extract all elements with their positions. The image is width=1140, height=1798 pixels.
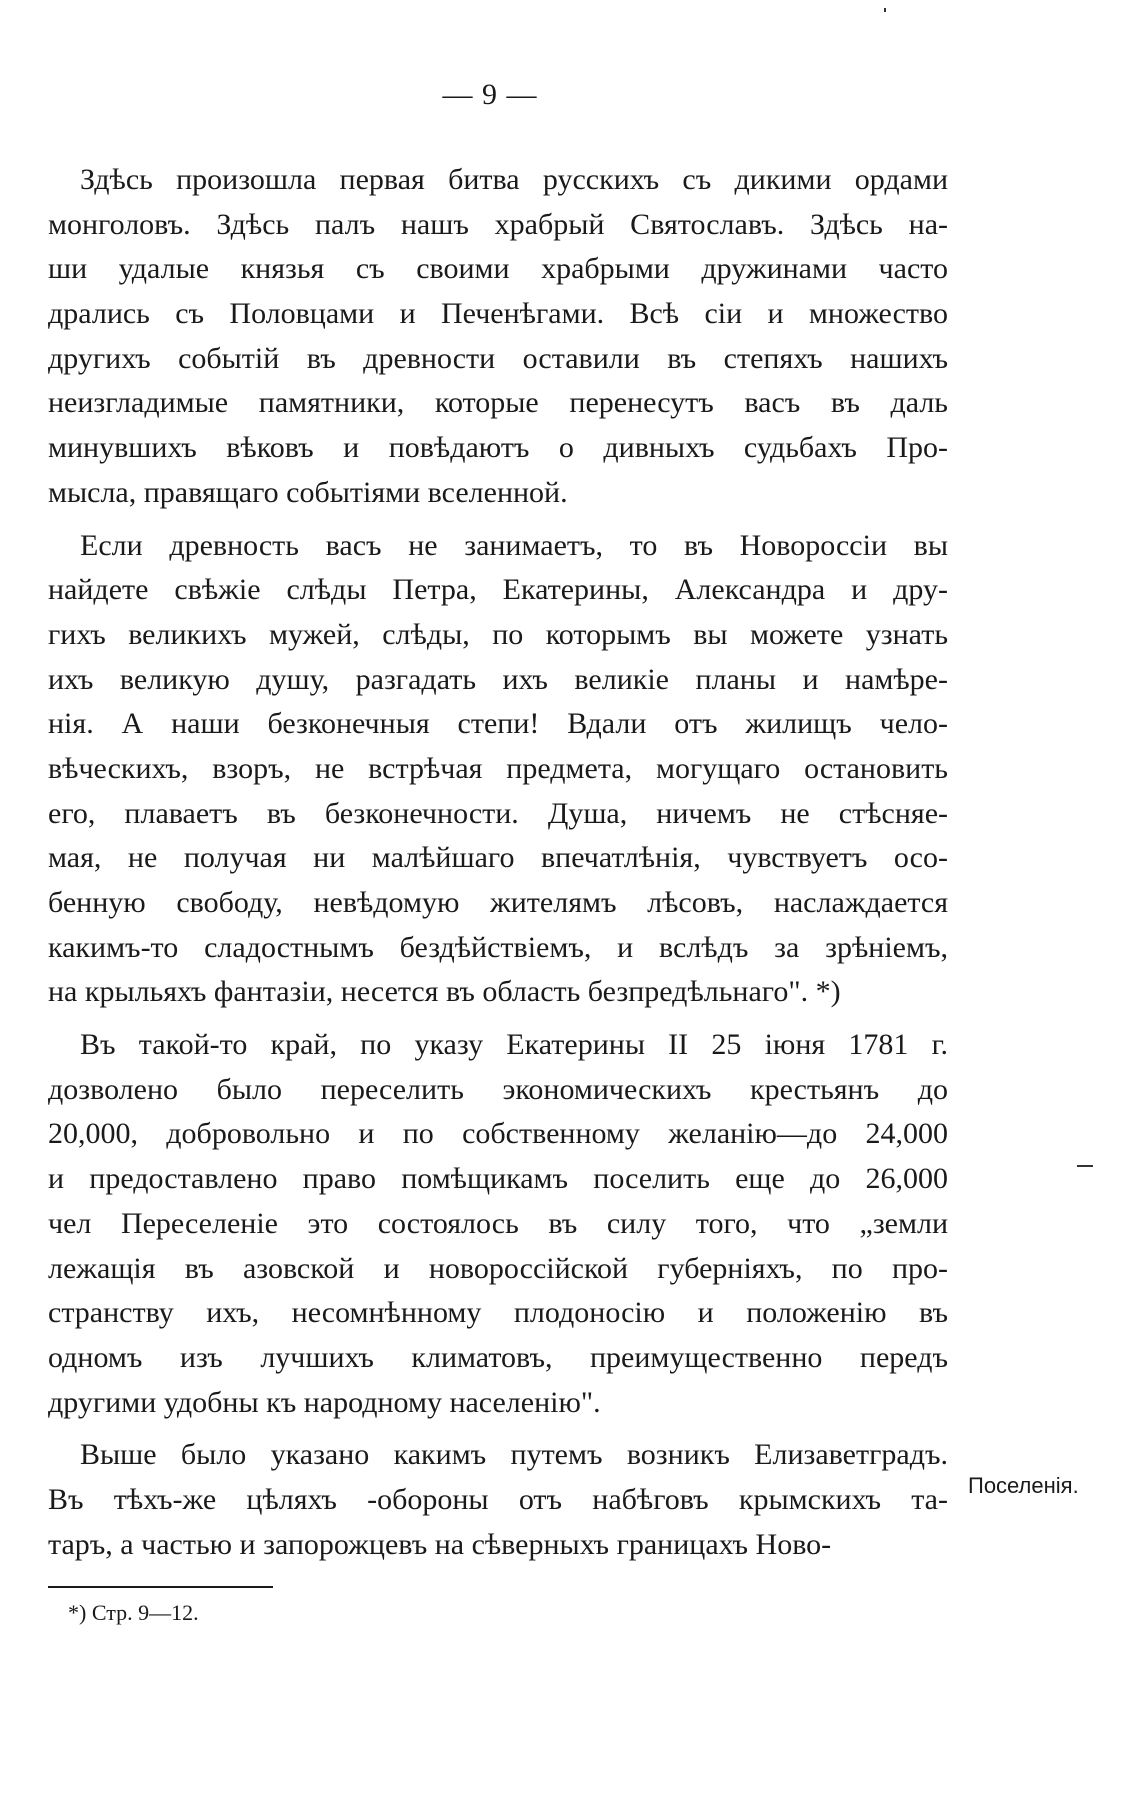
text-line: нія. А наши безконечныя степи! Вдали отъ жилищъ чело- xyxy=(48,707,948,741)
text-line: минувшихъ вѣковъ и повѣдаютъ о дивныхъ судьбахъ Про- xyxy=(48,431,948,465)
text-line: на крыльяхъ фантазіи, несется въ область безпредѣльнаго". *) xyxy=(48,975,841,1009)
text-line: монголовъ. Здѣсь палъ нашъ храбрый Святославъ. Здѣсь на- xyxy=(48,207,948,241)
text-line: какимъ-то сладостнымъ бездѣйствіемъ, и вслѣдъ за зрѣніемъ, xyxy=(48,930,948,964)
text-line: неизгладимые памятники, которые перенесутъ васъ въ даль xyxy=(48,386,948,420)
paragraph-gap xyxy=(48,516,948,524)
body-text xyxy=(48,158,948,1567)
text-line: лежащія въ азовской и новороссійской губерніяхъ, по про- xyxy=(48,1251,948,1285)
text-line: Въ такой-то край, по указу Екатерины II 25 іюня 1781 г. xyxy=(80,1028,948,1062)
text-line: Если древность васъ не занимаетъ, то въ Новороссіи вы xyxy=(80,528,948,562)
text-line: 20,000, добровольно и по собственному желанію—до 24,000 xyxy=(48,1117,948,1151)
text-line: другихъ событій въ древности оставили въ степяхъ нашихъ xyxy=(48,341,948,375)
text-line: Здѣсь произошла первая битва русскихъ съ дикими ордами xyxy=(80,163,948,196)
scan-speck xyxy=(1077,1165,1093,1167)
text-line: ихъ великую душу, разгадать ихъ великіе планы и намѣре- xyxy=(48,662,948,696)
text-line: вѣческихъ, взоръ, не встрѣчая предмета, могущаго остановить xyxy=(48,751,948,785)
text-line: Выше было указано какимъ путемъ возникъ Елизаветградъ. xyxy=(80,1438,948,1472)
text-line: мая, не получая ни малѣйшаго впечатлѣнія, чувствуетъ осо- xyxy=(48,841,948,875)
text-line: ши удалые князья съ своими храбрыми дружинами часто xyxy=(48,252,948,286)
text-line: найдете свѣжіе слѣды Петра, Екатерины, Александра и дру- xyxy=(48,573,948,607)
footnote: *) Стр. 9—12. xyxy=(68,1600,199,1625)
text-line: Въ тѣхъ-же цѣляхъ -обороны отъ набѣговъ крымскихъ та- xyxy=(48,1482,948,1516)
page-number: — 9 — xyxy=(442,78,538,111)
paragraph-gap xyxy=(48,1015,948,1023)
margin-note: Поселенія. xyxy=(968,1473,1079,1498)
text-line: чел Переселеніе это состоялось въ силу того, что „земли xyxy=(48,1206,948,1240)
text-line: другими удобны къ народному населенію". xyxy=(48,1385,601,1419)
text-line: мысла, правящаго событіями вселенной. xyxy=(48,475,568,509)
scan-speck xyxy=(884,8,886,12)
footnote-rule xyxy=(48,1586,273,1588)
text-line: дрались съ Половцами и Печенѣгами. Всѣ сіи и множество xyxy=(48,297,948,331)
text-line: гихъ великихъ мужей, слѣды, по которымъ вы можете узнать xyxy=(48,617,948,651)
text-line: таръ, а частью и запорожцевъ на сѣверныхъ границахъ Ново- xyxy=(48,1527,832,1561)
text-line: его, плаваетъ въ безконечности. Душа, ничемъ не стѣсняе- xyxy=(48,796,948,830)
text-line: дозволено было переселить экономическихъ крестьянъ до xyxy=(48,1072,948,1106)
text-line: бенную свободу, невѣдомую жителямъ лѣсовъ, наслаждается xyxy=(48,886,948,919)
text-line: и предоставлено право помѣщикамъ поселить еще до 26,000 xyxy=(48,1162,948,1196)
paragraph-gap xyxy=(48,1425,948,1433)
text-line: странству ихъ, несомнѣнному плодоносію и положенію въ xyxy=(48,1296,948,1330)
text-line: одномъ изъ лучшихъ климатовъ, преимущественно передъ xyxy=(48,1340,948,1374)
